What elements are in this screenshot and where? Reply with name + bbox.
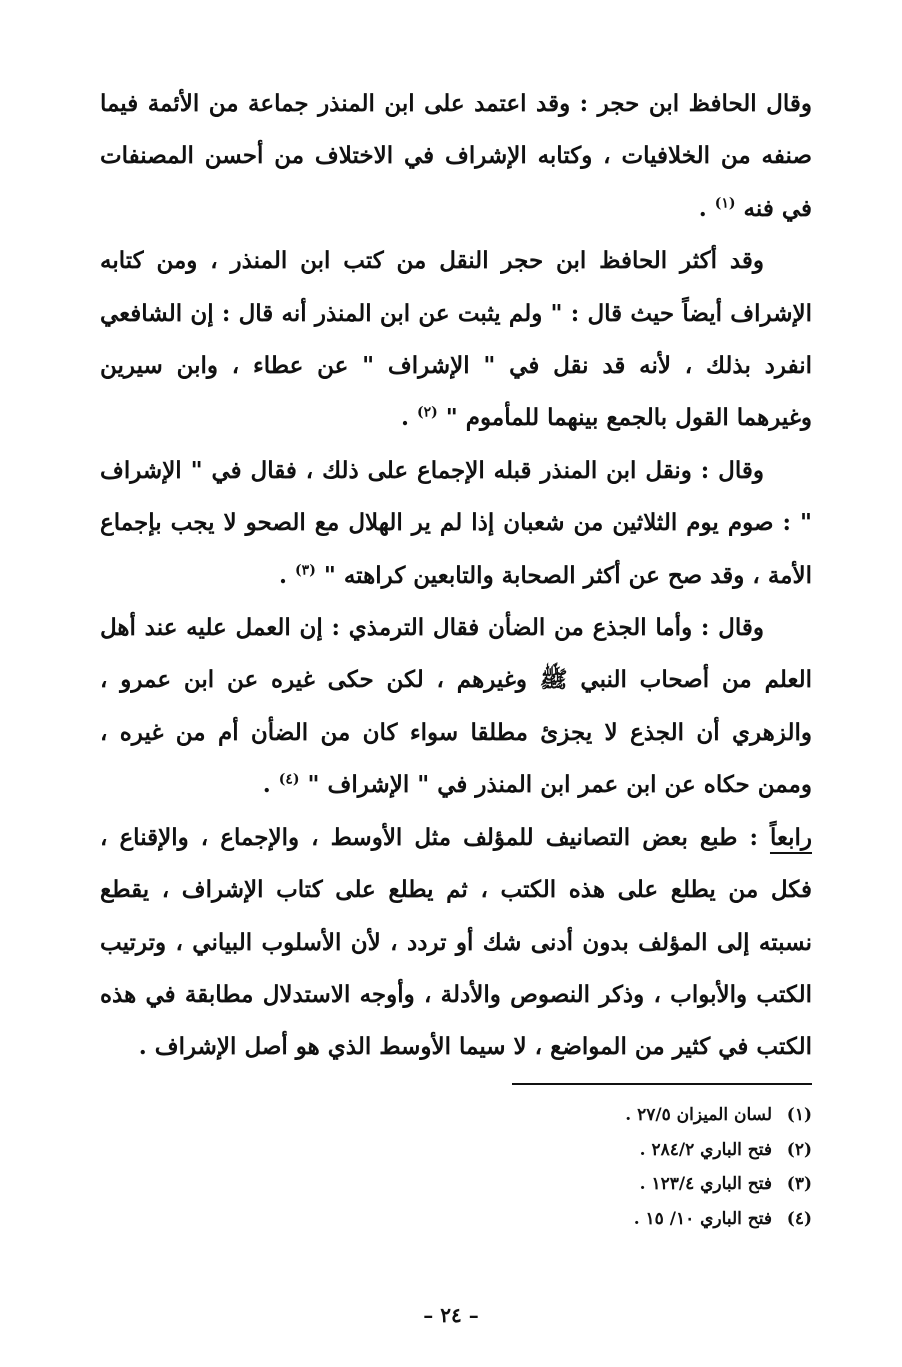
footnote-3 [520, 1167, 812, 1202]
paragraph-3-text: وقال : ونقل ابن المنذر قبله الإجماع على ذلك ، فقال في " الإشراف " : صوم يوم الثلاثين من شعبان إذا لم ير الهلال مع الصحو لا يجب بإجماع الأمة ، وقد صح عن أكثر الصحابة والتابعين كراهته " [100, 456, 812, 589]
footnote-4 [520, 1202, 812, 1237]
footnote-2-text: فتح الباري ٢٨٤/٢ . [639, 1139, 772, 1160]
footnote-1-number: (١) [786, 1105, 812, 1125]
paragraph-4-end: . [262, 771, 279, 799]
paragraph-3-end: . [279, 561, 296, 589]
footnote-ref-2: (٢) [417, 404, 438, 421]
paragraph-2 [100, 235, 812, 445]
footnote-4-text: فتح الباري ١٠/ ١٥ . [633, 1208, 772, 1229]
paragraph-1-end: . [698, 194, 715, 222]
paragraph-1 [100, 78, 812, 235]
paragraph-2-text: وقد أكثر الحافظ ابن حجر النقل من كتب ابن المنذر ، ومن كتابه الإشراف أيضاً حيث قال : " ولم يثبت عن ابن المنذر أنه قال : إن الشافعي انفرد بذلك ، لأنه قد نقل في " الإشراف " عن عطاء ، وابن سيرين وغيرهما القول بالجمع بينهما للمأموم " [100, 247, 812, 432]
paragraph-3 [100, 445, 812, 602]
paragraph-4 [100, 602, 812, 812]
footnotes [520, 1098, 812, 1236]
footnote-4-number: (٤) [786, 1208, 812, 1229]
rabian-text: : طبع بعض التصانيف للمؤلف مثل الأوسط ، والإجماع ، والإقناع ، فكل من يطلع على هذه الكتب ، ثم يطلع على كتاب الإشراف ، يقطع نسبته إلى المؤلف بدون أدنى شك أو تردد ، لأن الأسلوب البياني ، وترتيب الكتب والأبواب ، وذكر النصوص والأدلة ، وأوجه الاستدلال مطابقة في هذه الكتب في كثير من المواضع ، لا سيما الأوسط الذي هو أصل الإشراف . [100, 823, 812, 1061]
footnote-1-text: لسان الميزان ٢٧/٥ . [625, 1105, 772, 1125]
footnote-ref-1: (١) [714, 195, 736, 212]
footnote-3-text: فتح الباري ١٢٣/٤ . [639, 1174, 772, 1194]
footnote-3-number: (٣) [786, 1174, 812, 1194]
footnote-separator [512, 1083, 812, 1085]
footnote-2-number: (٢) [786, 1139, 812, 1160]
page-number: – ٢٤ – [423, 1303, 479, 1327]
footnote-2 [520, 1133, 812, 1168]
footnote-1 [520, 1098, 812, 1133]
paragraph-2-end: . [400, 404, 417, 432]
footnote-ref-3: (٣) [295, 562, 316, 578]
main-text [100, 78, 812, 1074]
paragraph-4-text: وقال : وأما الجذع من الضأن فقال الترمذي : إن العمل عليه عند أهل العلم من أصحاب النبي ﷺ وغيرهم ، لكن حكى غيره عن ابن عمرو ، والزهري أن الجذع لا يجزئ مطلقا سواء كان من الضأن أم من غيره ، وممن حكاه عن ابن عمر ابن المنذر في " الإشراف " [100, 614, 812, 799]
paragraph-rabian [100, 812, 812, 1074]
paragraph-1-text: وقال الحافظ ابن حجر : وقد اعتمد على ابن المنذر جماعة من الأئمة فيما صنفه من الخلافيات ، وكتابه الإشراف في الاختلاف من أحسن المصنفات في فنه [100, 90, 812, 222]
footnote-ref-4: (٤) [278, 771, 300, 788]
rabian-label: رابعاً [769, 823, 812, 851]
